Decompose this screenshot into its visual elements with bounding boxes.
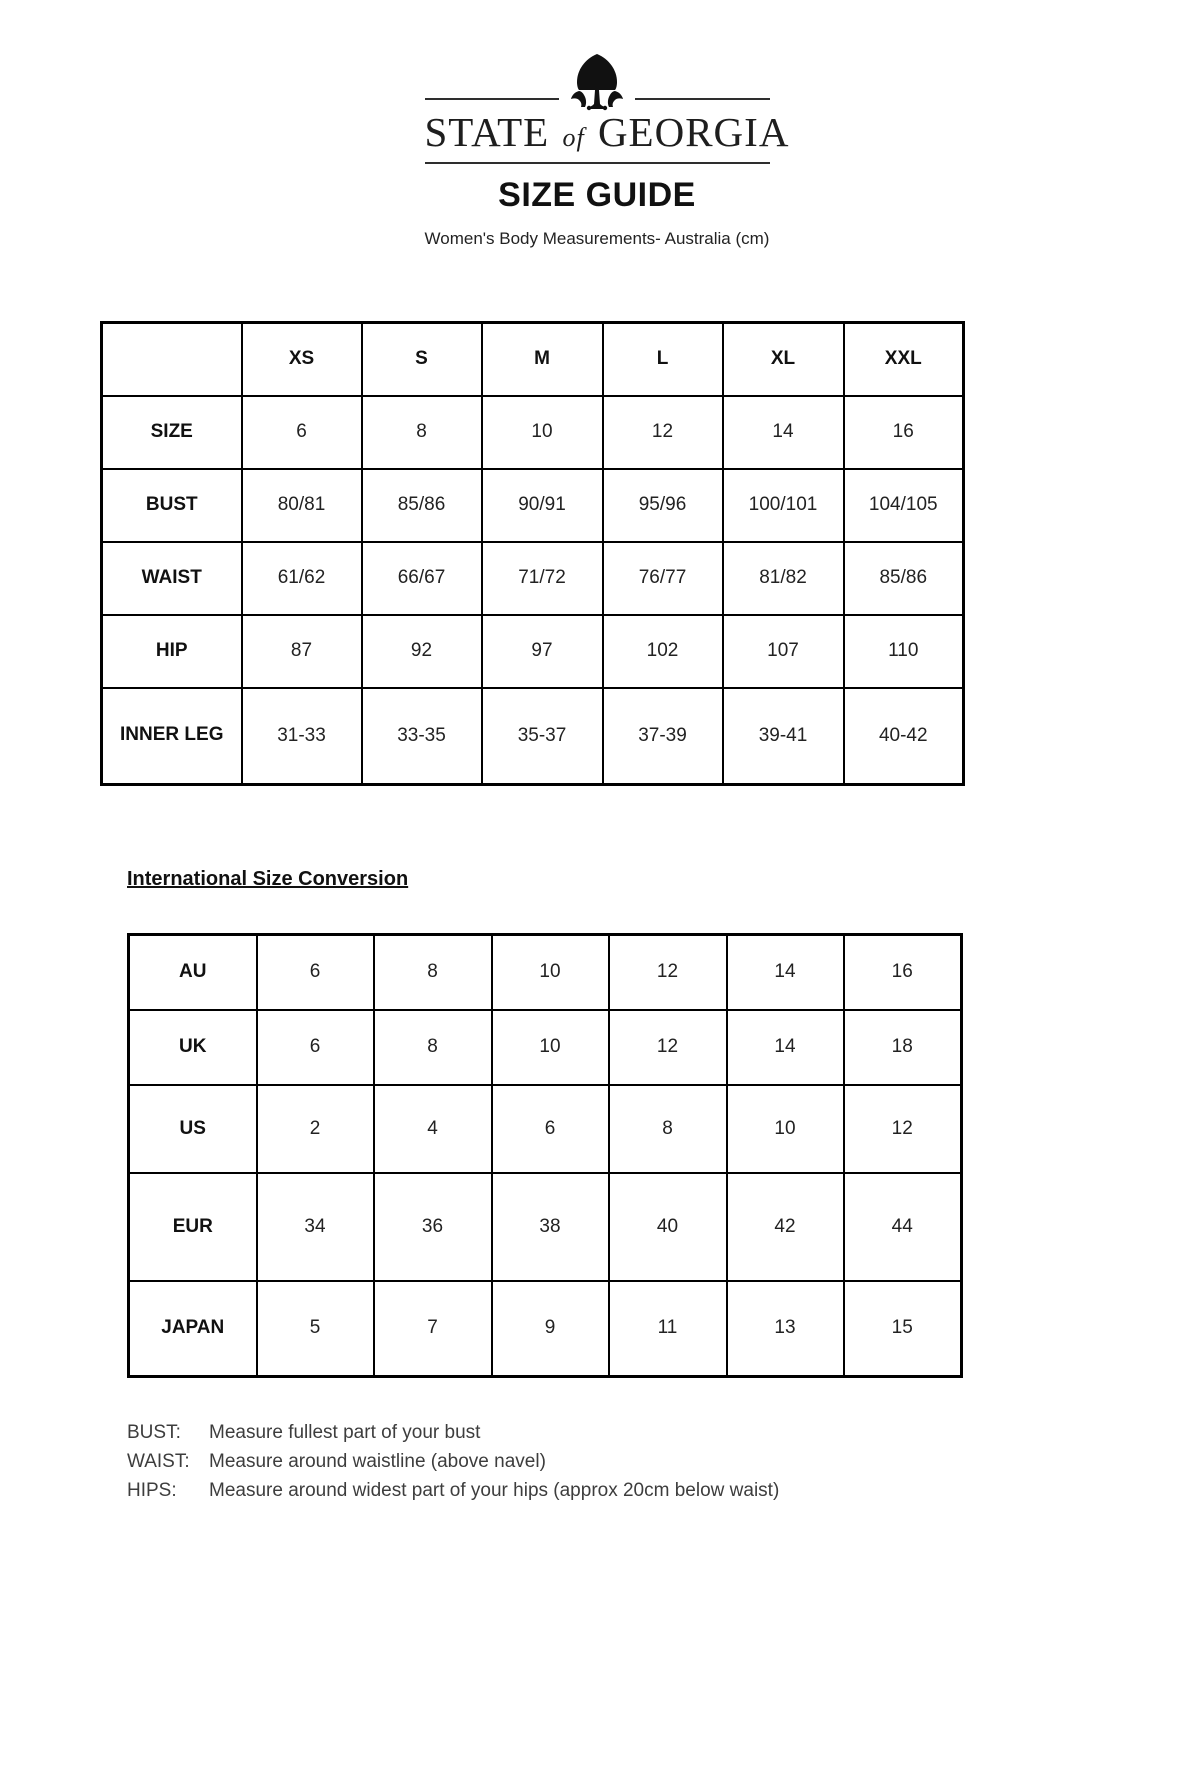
note-text: Measure fullest part of your bust bbox=[209, 1422, 481, 1443]
conversion-value-cell: 5 bbox=[257, 1281, 374, 1377]
conversion-value-cell: 34 bbox=[257, 1173, 374, 1281]
measurement-value-cell: 33-35 bbox=[362, 688, 482, 785]
measurement-value-cell: 71/72 bbox=[482, 542, 603, 615]
conversion-value-cell: 6 bbox=[257, 935, 374, 1010]
size-column-header: S bbox=[362, 323, 482, 396]
measurement-value-cell: 39-41 bbox=[723, 688, 844, 785]
conversion-row bbox=[129, 1281, 962, 1377]
note-label: WAIST: bbox=[127, 1451, 190, 1472]
conversion-value-cell: 7 bbox=[374, 1281, 492, 1377]
conversion-value-cell: 13 bbox=[727, 1281, 844, 1377]
measurement-value-cell: 85/86 bbox=[362, 469, 482, 542]
conversion-table bbox=[127, 933, 963, 1378]
conversion-value-cell: 11 bbox=[609, 1281, 727, 1377]
brand-name-right: GEORGIA bbox=[597, 109, 790, 155]
conversion-value-cell: 10 bbox=[492, 935, 609, 1010]
logo-rule-left bbox=[425, 98, 560, 100]
measurement-row-label: HIP bbox=[102, 615, 242, 688]
measurement-value-cell: 8 bbox=[362, 396, 482, 469]
logo-rule-right bbox=[635, 98, 770, 100]
brand-name-left: STATE bbox=[424, 109, 550, 155]
measurement-notes bbox=[127, 1418, 1194, 1505]
conversion-value-cell: 10 bbox=[492, 1010, 609, 1085]
conversion-heading: International Size Conversion bbox=[127, 868, 409, 890]
conversion-row bbox=[129, 935, 962, 1010]
conversion-value-cell: 9 bbox=[492, 1281, 609, 1377]
size-column-header: M bbox=[482, 323, 603, 396]
region-row-label: EUR bbox=[129, 1173, 257, 1281]
size-column-header bbox=[102, 323, 242, 396]
conversion-value-cell: 2 bbox=[257, 1085, 374, 1173]
measurements-row bbox=[102, 688, 964, 785]
region-row-label: AU bbox=[129, 935, 257, 1010]
measurement-value-cell: 92 bbox=[362, 615, 482, 688]
measurement-value-cell: 100/101 bbox=[723, 469, 844, 542]
conversion-value-cell: 44 bbox=[844, 1173, 962, 1281]
conversion-value-cell: 14 bbox=[727, 935, 844, 1010]
measurement-value-cell: 61/62 bbox=[242, 542, 362, 615]
page-title: SIZE GUIDE bbox=[498, 176, 696, 214]
measurements-header-row bbox=[102, 323, 964, 396]
measurement-value-cell: 81/82 bbox=[723, 542, 844, 615]
note-row bbox=[127, 1476, 1194, 1505]
conversion-value-cell: 36 bbox=[374, 1173, 492, 1281]
measurement-value-cell: 31-33 bbox=[242, 688, 362, 785]
conversion-value-cell: 40 bbox=[609, 1173, 727, 1281]
measurement-value-cell: 110 bbox=[844, 615, 964, 688]
conversion-row bbox=[129, 1010, 962, 1085]
measurement-value-cell: 40-42 bbox=[844, 688, 964, 785]
conversion-value-cell: 6 bbox=[257, 1010, 374, 1085]
tree-logo-icon bbox=[565, 52, 629, 114]
page-header bbox=[0, 0, 1194, 249]
measurement-value-cell: 6 bbox=[242, 396, 362, 469]
note-text: Measure around waistline (above navel) bbox=[209, 1451, 546, 1472]
conversion-value-cell: 8 bbox=[374, 1010, 492, 1085]
measurement-value-cell: 90/91 bbox=[482, 469, 603, 542]
measurement-value-cell: 80/81 bbox=[242, 469, 362, 542]
measurement-value-cell: 35-37 bbox=[482, 688, 603, 785]
region-row-label: JAPAN bbox=[129, 1281, 257, 1377]
region-row-label: US bbox=[129, 1085, 257, 1173]
conversion-value-cell: 4 bbox=[374, 1085, 492, 1173]
note-row bbox=[127, 1447, 1194, 1476]
conversion-value-cell: 16 bbox=[844, 935, 962, 1010]
conversion-value-cell: 18 bbox=[844, 1010, 962, 1085]
note-text: Measure around widest part of your hips (approx 20cm below waist) bbox=[209, 1480, 780, 1501]
measurement-value-cell: 104/105 bbox=[844, 469, 964, 542]
note-row bbox=[127, 1418, 1194, 1447]
conversion-value-cell: 42 bbox=[727, 1173, 844, 1281]
brand-name-of: of bbox=[562, 123, 585, 152]
page-subtitle: Women's Body Measurements- Australia (cm) bbox=[424, 229, 770, 248]
conversion-value-cell: 8 bbox=[609, 1085, 727, 1173]
conversion-value-cell: 15 bbox=[844, 1281, 962, 1377]
size-column-header: XS bbox=[242, 323, 362, 396]
measurement-value-cell: 66/67 bbox=[362, 542, 482, 615]
conversion-value-cell: 12 bbox=[844, 1085, 962, 1173]
region-row-label: UK bbox=[129, 1010, 257, 1085]
conversion-row bbox=[129, 1085, 962, 1173]
measurement-row-label: SIZE bbox=[102, 396, 242, 469]
measurements-row bbox=[102, 396, 964, 469]
measurements-row bbox=[102, 615, 964, 688]
conversion-value-cell: 12 bbox=[609, 1010, 727, 1085]
measurement-row-label: WAIST bbox=[102, 542, 242, 615]
conversion-value-cell: 12 bbox=[609, 935, 727, 1010]
measurements-row bbox=[102, 542, 964, 615]
size-column-header: XXL bbox=[844, 323, 964, 396]
conversion-value-cell: 6 bbox=[492, 1085, 609, 1173]
measurement-value-cell: 97 bbox=[482, 615, 603, 688]
measurement-value-cell: 37-39 bbox=[603, 688, 723, 785]
measurement-value-cell: 14 bbox=[723, 396, 844, 469]
conversion-value-cell: 38 bbox=[492, 1173, 609, 1281]
measurements-row bbox=[102, 469, 964, 542]
conversion-row bbox=[129, 1173, 962, 1281]
measurement-value-cell: 107 bbox=[723, 615, 844, 688]
conversion-value-cell: 8 bbox=[374, 935, 492, 1010]
size-column-header: XL bbox=[723, 323, 844, 396]
measurement-value-cell: 95/96 bbox=[603, 469, 723, 542]
brand-logo bbox=[424, 52, 790, 164]
measurement-value-cell: 87 bbox=[242, 615, 362, 688]
measurement-value-cell: 102 bbox=[603, 615, 723, 688]
conversion-value-cell: 14 bbox=[727, 1010, 844, 1085]
measurement-value-cell: 85/86 bbox=[844, 542, 964, 615]
logo-rule-bottom bbox=[425, 162, 770, 164]
conversion-value-cell: 10 bbox=[727, 1085, 844, 1173]
measurements-table bbox=[100, 321, 965, 786]
size-column-header: L bbox=[603, 323, 723, 396]
measurement-value-cell: 76/77 bbox=[603, 542, 723, 615]
measurement-value-cell: 10 bbox=[482, 396, 603, 469]
brand-name bbox=[424, 108, 790, 156]
measurement-row-label: BUST bbox=[102, 469, 242, 542]
note-label: BUST: bbox=[127, 1422, 181, 1443]
measurement-value-cell: 16 bbox=[844, 396, 964, 469]
measurement-row-label: INNER LEG bbox=[102, 688, 242, 785]
measurement-value-cell: 12 bbox=[603, 396, 723, 469]
note-label: HIPS: bbox=[127, 1480, 177, 1501]
